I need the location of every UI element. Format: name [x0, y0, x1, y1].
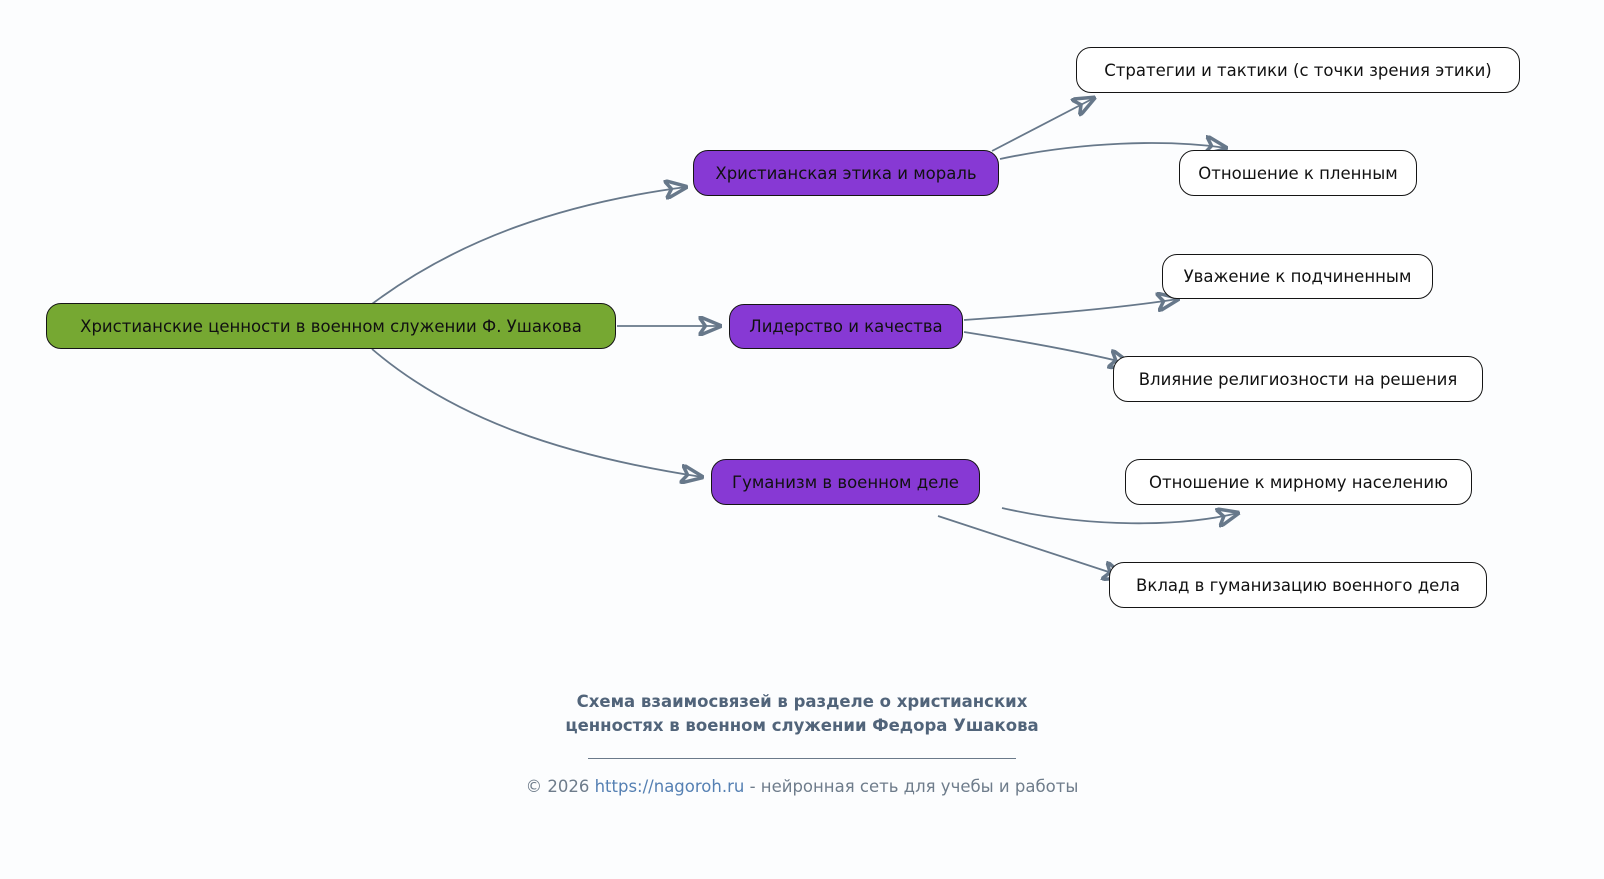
- edge-humanism-to-civilians: [1002, 508, 1238, 523]
- node-leaf-attitude-civilians[interactable]: Отношение к мирному населению: [1125, 459, 1472, 505]
- diagram-caption: [422, 690, 1182, 738]
- edge-root-to-ethics: [372, 187, 686, 304]
- node-leaf-attitude-prisoners[interactable]: Отношение к пленным: [1179, 150, 1417, 196]
- copyright-tail: - нейронная сеть для учебы и работы: [744, 776, 1079, 796]
- node-leaf-humanization-contribution[interactable]: Вклад в гуманизацию военного дела: [1109, 562, 1487, 608]
- edge-leadership-to-respect: [964, 299, 1178, 320]
- footer-divider: [588, 758, 1016, 759]
- copyright-prefix: © 2026: [525, 776, 595, 796]
- caption-line-1: Схема взаимосвязей в разделе о христианских: [576, 692, 1028, 711]
- node-leaf-respect-subordinates[interactable]: Уважение к подчиненным: [1162, 254, 1433, 299]
- edge-leadership-to-religiosity: [964, 332, 1130, 364]
- node-branch-christian-ethics[interactable]: Христианская этика и мораль: [693, 150, 999, 196]
- node-leaf-religiosity-decisions[interactable]: Влияние религиозности на решения: [1113, 356, 1483, 402]
- copyright-line: [422, 777, 1182, 796]
- site-link[interactable]: https://nagoroh.ru: [594, 776, 745, 796]
- node-branch-leadership[interactable]: Лидерство и качества: [729, 304, 963, 349]
- node-root-christian-values[interactable]: Христианские ценности в военном служении Ф. Ушакова: [46, 303, 616, 349]
- footer: [422, 690, 1182, 796]
- edge-root-to-humanism: [372, 349, 702, 477]
- node-branch-humanism[interactable]: Гуманизм в военном деле: [711, 459, 980, 505]
- edge-ethics-to-strategies: [992, 98, 1094, 151]
- caption-line-2: ценностях в военном служении Федора Ушакова: [565, 715, 1039, 735]
- edge-humanism-to-contribution: [938, 516, 1124, 577]
- node-leaf-strategies-tactics[interactable]: Стратегии и тактики (с точки зрения этики): [1076, 47, 1520, 93]
